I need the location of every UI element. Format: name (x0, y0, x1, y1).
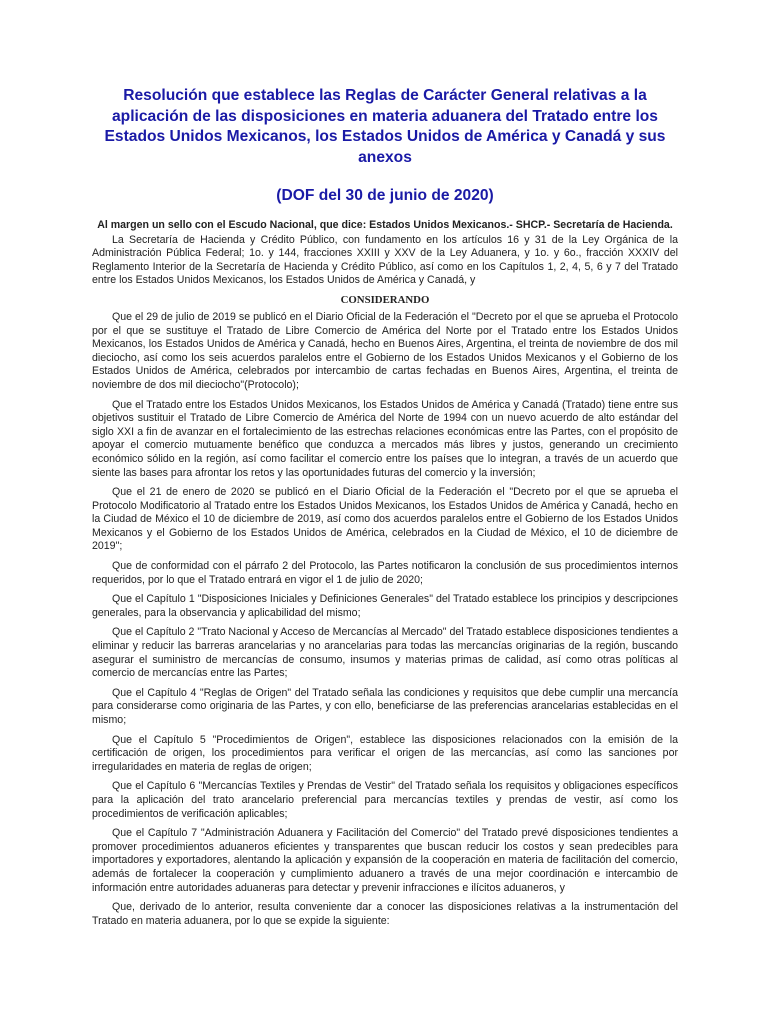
considerando-paragraph: Que el Capítulo 4 "Reglas de Origen" del Tratado señala las condiciones y requisitos que debe cumplir una mercancía para considerarse como originaria de las Partes, y con ello, beneficiarse de las preferencias arancelarias establecidas en el mismo; (92, 686, 678, 726)
margin-note: Al margen un sello con el Escudo Nacional, que dice: Estados Unidos Mexicanos.- SHCP.- Secretaría de Hacienda. (97, 219, 673, 231)
document-title: Resolución que establece las Reglas de Carácter General relativas a la aplicación de las disposiciones en materia aduanera del Tratado entre los Estados Unidos Mexicanos, los Estados Unidos de América y Canadá y sus anexos (104, 87, 666, 166)
considerando-heading: CONSIDERANDO (340, 293, 430, 306)
considerando-paragraph: Que el Capítulo 7 "Administración Aduanera y Facilitación del Comercio" del Tratado prevé disposiciones tendientes a promover procedimientos aduaneros eficientes y transparentes que buscan reducir los costos y sean predecibles para importadores y exportadores, alentando la aplicación y expansión de la cooperación en materia de facilitación del comercio, además de fortalecer la cooperación y cumplimiento aduanero a través de una mejor coordinación e intercambio de información entre autoridades aduaneras para detectar y prevenir infracciones e ilícitos aduaneros, y (92, 827, 678, 894)
considerando-paragraph: Que el Tratado entre los Estados Unidos Mexicanos, los Estados Unidos de América y Canadá (Tratado) tiene entre sus objetivos sustituir el Tratado de Libre Comercio de América del Norte de 1994 con un nuevo acuerdo de alto estándar del siglo XXI a fin de avanzar en el fortalecimiento de las estrechas relaciones económicas entre las Partes, con el propósito de apoyar el comercio mutuamente benéfico que conduzca a mercados más libres y justos, generando un crecimiento económico sólido en la región, así como facilitar el comercio entre los países que lo integran, a través de un acuerdo que siente las bases para afrontar los retos y las oportunidades futuras del comercio y la inversión; (92, 398, 678, 479)
considerando-paragraph: Que el Capítulo 5 "Procedimientos de Origen", establece las disposiciones relacionados con la emisión de la certificación de origen, los procedimientos para verificar el origen de las mercancías, así como las sanciones por irregularidades en materia de reglas de origen; (92, 733, 678, 773)
considerando-paragraph: Que, derivado de lo anterior, resulta conveniente dar a conocer las disposiciones relativas a la instrumentación del Tratado en materia aduanera, por lo que se expide la siguiente: (92, 901, 678, 927)
considerando-paragraph: Que el Capítulo 2 "Trato Nacional y Acceso de Mercancías al Mercado" del Tratado establece disposiciones tendientes a eliminar y reducir las barreras arancelarias y no arancelarias para todas las mercancías originarias de la región, buscando asegurar el suministro de mercancías de consumo, insumos y materias primas de calidad, así como otras políticas al comercio de mercancías entre las Partes; (92, 626, 678, 680)
considerando-paragraph: Que de conformidad con el párrafo 2 del Protocolo, las Partes notificaron la conclusión de sus procedimientos internos requeridos, por lo que el Tratado entrará en vigor el 1 de julio de 2020; (92, 560, 678, 586)
considerando-paragraph: Que el 21 de enero de 2020 se publicó en el Diario Oficial de la Federación el "Decreto por el que se aprueba el Protocolo Modificatorio al Tratado entre los Estados Unidos Mexicanos, los Estados Unidos de América y Canadá, hecho en la Ciudad de México el 10 de diciembre de 2019, así como dos acuerdos paralelos entre el Gobierno de los Estados Unidos Mexicanos y el Gobierno de los Estados Unidos de América, celebrados en la Ciudad de México, el 10 de diciembre de 2019"; (92, 486, 678, 553)
intro-paragraph: La Secretaría de Hacienda y Crédito Público, con fundamento en los artículos 16 y 31 de la Ley Orgánica de la Administración Pública Federal; 1o. y 144, fracciones XXIII y XXV de la Ley Aduanera, y 1o. y 6o., fracción XXXIV del Reglamento Interior de la Secretaría de Hacienda y Crédito Público, así como en los Capítulos 1, 2, 4, 5, 6 y 7 del Tratado entre los Estados Unidos Mexicanos, los Estados Unidos de América y Canadá, y (92, 233, 678, 287)
dof-date: (DOF del 30 de junio de 2020) (276, 187, 494, 204)
considerando-paragraph: Que el Capítulo 6 "Mercancías Textiles y Prendas de Vestir" del Tratado señala los requisitos y obligaciones específicos para la aplicación del trato arancelario preferencial para mercancías textiles y prendas de vestir, así como los procedimientos de verificación aplicables; (92, 780, 678, 820)
considerando-paragraph: Que el 29 de julio de 2019 se publicó en el Diario Oficial de la Federación el "Decreto por el que se aprueba el Protocolo por el que se sustituye el Tratado de Libre Comercio de América del Norte por el Tratado entre los Estados Unidos Mexicanos, los Estados Unidos de América y Canadá, hecho en Buenos Aires, Argentina, el treinta de noviembre de dos mil dieciocho, así como los seis acuerdos paralelos entre el Gobierno de los Estados Unidos Mexicanos y el Gobierno de los Estados Unidos de América, celebrados por intercambio de cartas fechadas en Buenos Aires, Argentina, el treinta de noviembre de dos mil dieciocho"(Protocolo); (92, 310, 678, 391)
considerando-paragraph: Que el Capítulo 1 "Disposiciones Iniciales y Definiciones Generales" del Tratado establece los principios y descripciones generales, para la observancia y aplicabilidad del mismo; (92, 593, 678, 619)
